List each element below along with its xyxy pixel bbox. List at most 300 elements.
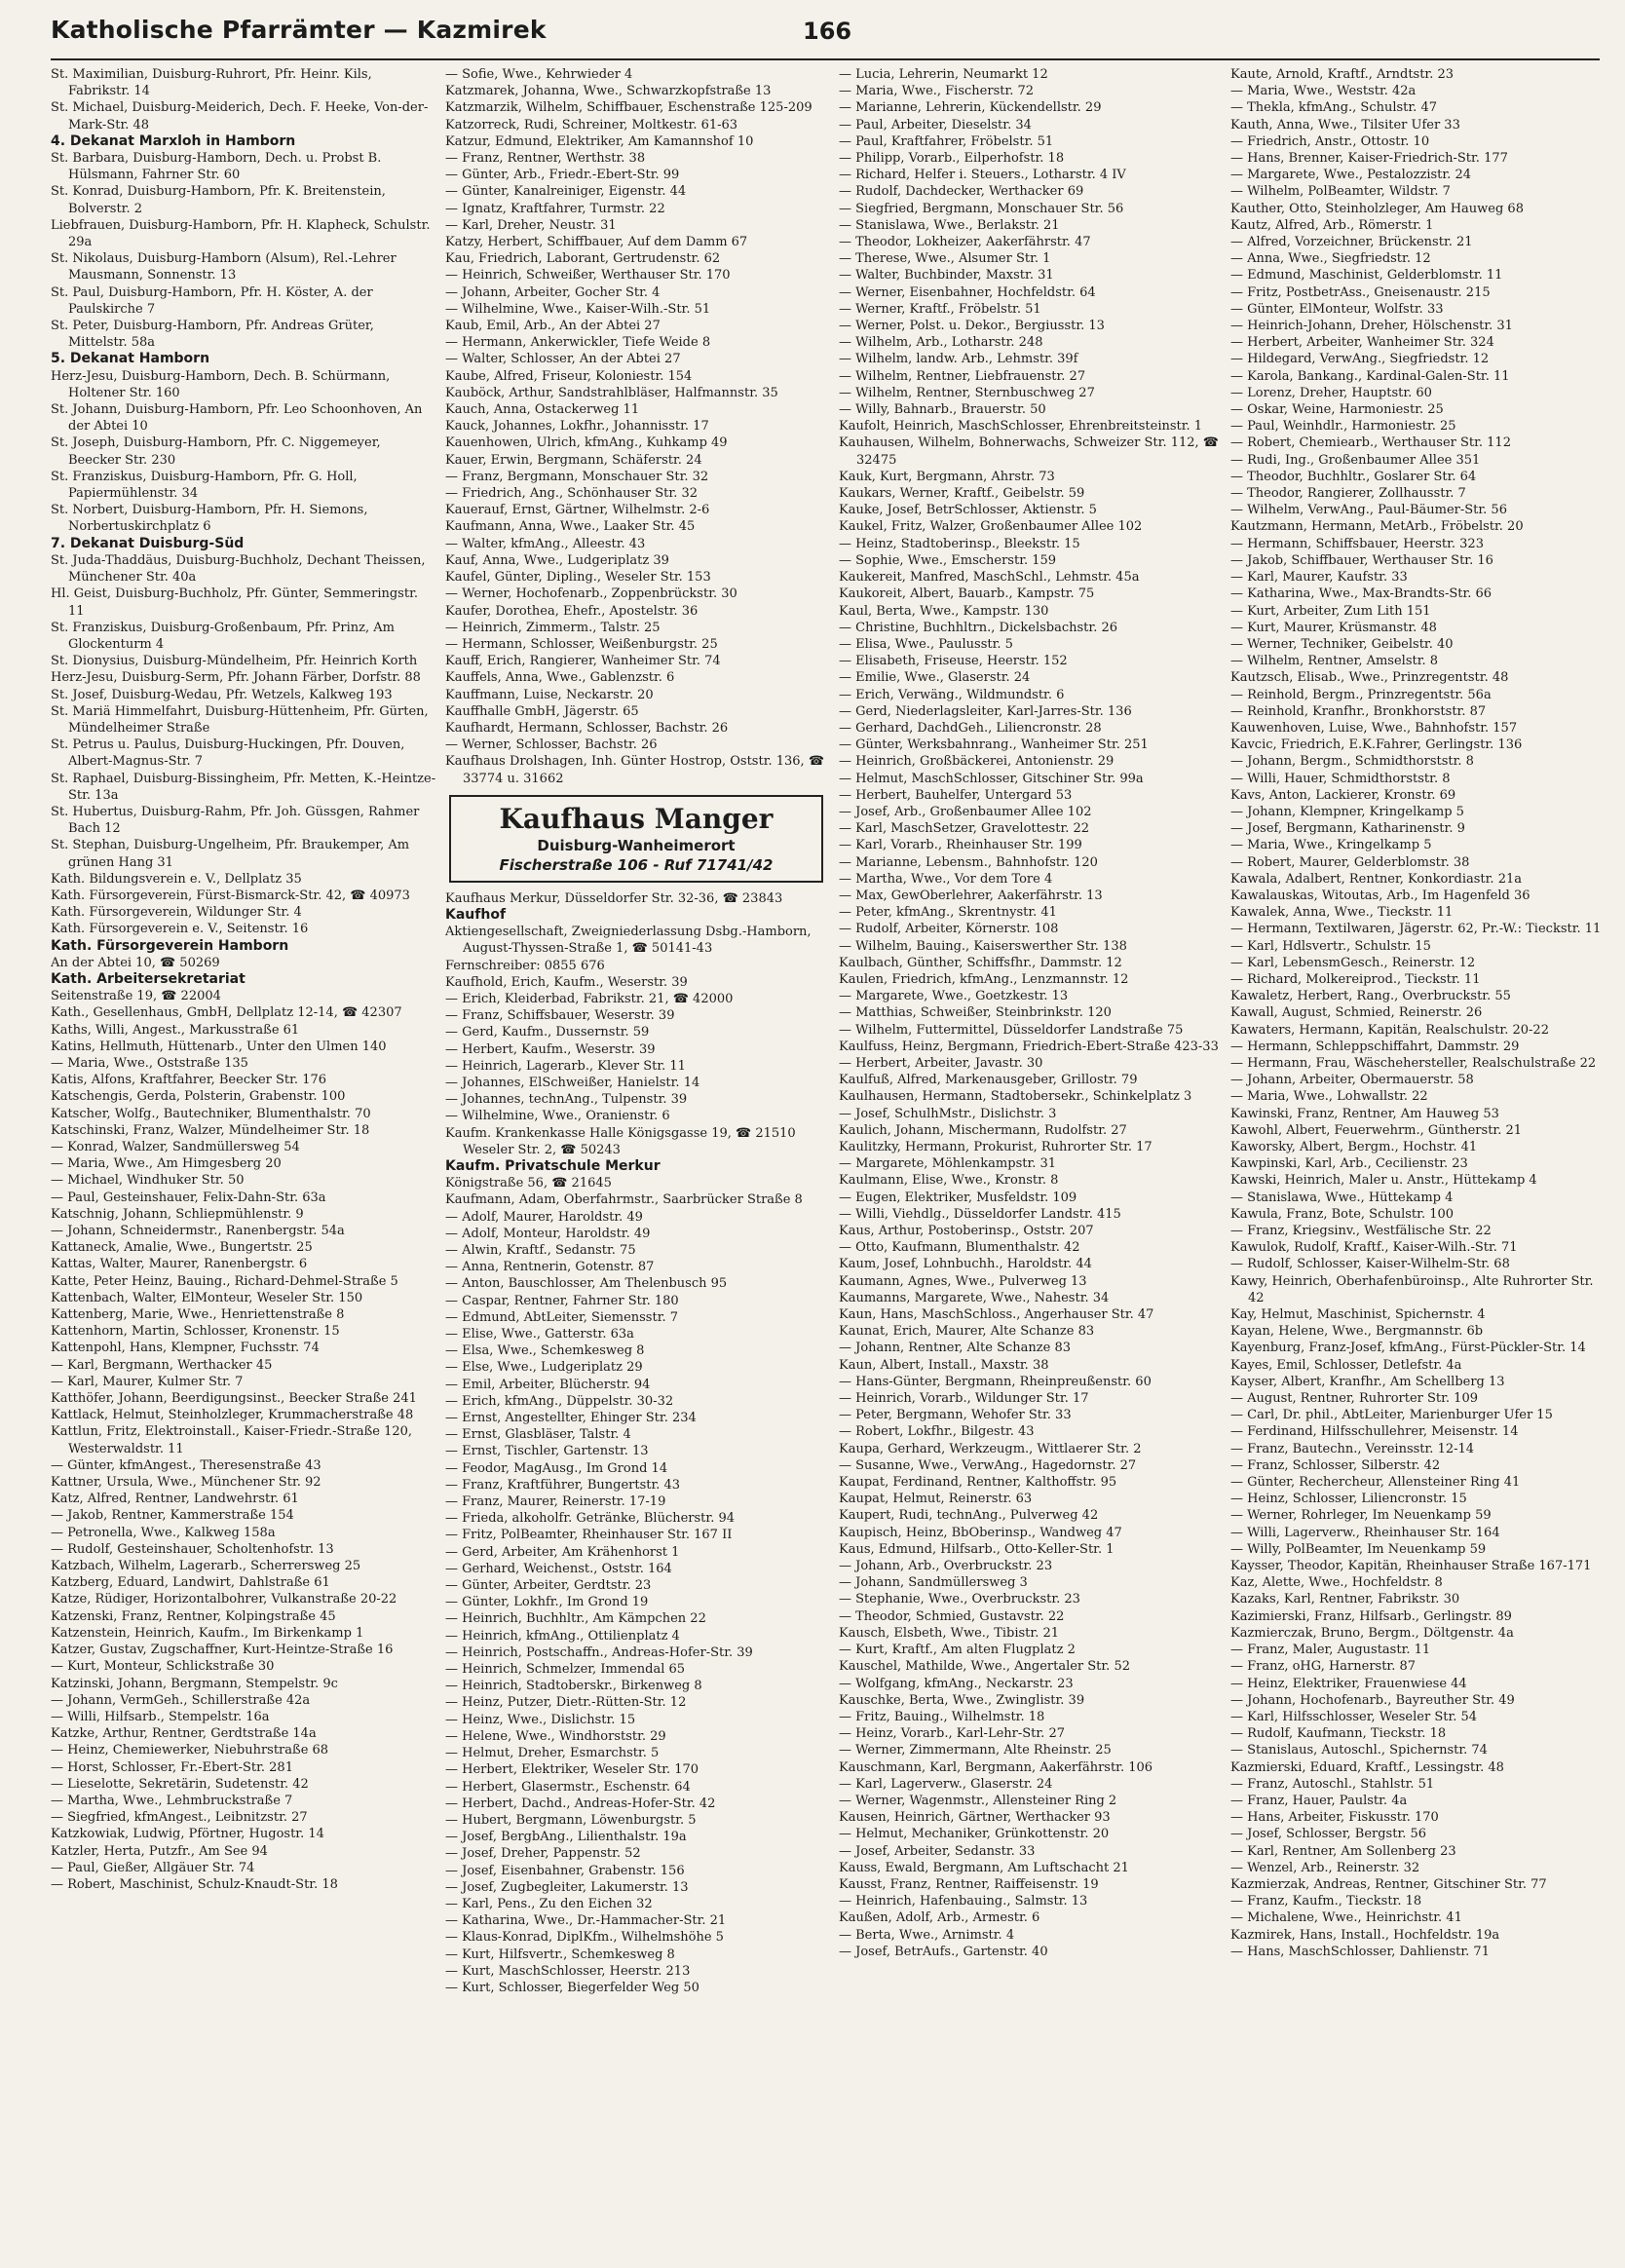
directory-entry: Kawalek, Anna, Wwe., Tieckstr. 11 — [1230, 905, 1454, 921]
directory-entry: — Franz, Schiffsbauer, Weserstr. 39 — [445, 1008, 675, 1024]
directory-entry: — Josef, BergbAng., Lilienthalstr. 19a — [445, 1830, 687, 1845]
directory-entry: — Josef, SchulhMstr., Dislichstr. 3 — [839, 1106, 1057, 1121]
section-heading: 7. Dekanat Duisburg-Süd — [51, 535, 245, 551]
directory-entry: — Rudolf, Gesteinshauer, Scholtenhofstr. 13 — [51, 1541, 334, 1557]
directory-entry: — Günter, Arb., Friedr.-Ebert-Str. 99 — [445, 168, 680, 183]
directory-entry: — Reinhold, Kranfhr., Bronkhorststr. 87 — [1230, 703, 1487, 719]
directory-entry: — Heinrich, Schmelzer, Immendal 65 — [445, 1662, 686, 1678]
directory-entry: — Erich, kfmAng., Düppelstr. 30-32 — [445, 1393, 674, 1409]
directory-entry: Herz-Jesu, Duisburg-Hamborn, Dech. B. Schürmann, Holtener Str. 160 — [51, 368, 391, 400]
directory-entry: — Hubert, Bergmann, Löwenburgstr. 5 — [445, 1812, 697, 1828]
directory-entry: — Karl, Maurer, Kulmer Str. 7 — [51, 1374, 244, 1389]
directory-entry: — Ignatz, Kraftfahrer, Turmstr. 22 — [445, 201, 665, 216]
directory-entry: — Adolf, Monteur, Haroldstr. 49 — [445, 1226, 651, 1241]
directory-entry: — Wilhelm, Futtermittel, Düsseldorfer Landstraße 75 — [839, 1022, 1184, 1038]
directory-entry: — Feodor, MagAusg., Im Grond 14 — [445, 1460, 668, 1476]
directory-entry: St. Franziskus, Duisburg-Hamborn, Pfr. G. Holl, Papiermühlenstr. 34 — [51, 469, 358, 502]
directory-entry: St. Barbara, Duisburg-Hamborn, Dech. u. Probst B. Hülsmann, Fahrner Str. 60 — [51, 151, 382, 183]
directory-entry: Kauhausen, Wilhelm, Bohnerwachs, Schweizer Str. 112, ☎ 32475 — [839, 435, 1219, 468]
directory-entry: — Fritz, PolBeamter, Rheinhauser Str. 167 II — [445, 1528, 733, 1543]
directory-entry: — Rudolf, Dachdecker, Werthacker 69 — [839, 184, 1084, 200]
directory-entry: Kaz, Alette, Wwe., Hochfeldstr. 8 — [1230, 1575, 1443, 1591]
directory-entry: Katzur, Edmund, Elektriker, Am Kamannshof 10 — [445, 133, 754, 149]
directory-entry: — Matthias, Schweißer, Steinbrinkstr. 120 — [839, 1005, 1112, 1021]
directory-entry: Kawalauskas, Witoutas, Arb., Im Hagenfeld 36 — [1230, 888, 1531, 903]
directory-entry: — Willi, Lagerverw., Rheinhauser Str. 164 — [1230, 1525, 1500, 1540]
page-number: 166 — [803, 18, 852, 45]
directory-entry: St. Petrus u. Paulus, Duisburg-Huckingen, Pfr. Douven, Albert-Magnus-Str. 7 — [51, 737, 405, 770]
directory-entry: — Heinrich, Stadtoberskr., Birkenweg 8 — [445, 1679, 702, 1694]
directory-entry: Hl. Geist, Duisburg-Buchholz, Pfr. Günter, Semmeringstr. 11 — [51, 586, 418, 619]
directory-entry: Kaulen, Friedrich, kfmAng., Lenzmannstr. 12 — [839, 971, 1129, 987]
directory-entry: Kayenburg, Franz-Josef, kfmAng., Fürst-Pückler-Str. 14 — [1230, 1341, 1586, 1356]
directory-entry: — Jakob, Schiffbauer, Werthauser Str. 16 — [1230, 552, 1493, 568]
directory-entry: — Helmut, MaschSchlosser, Gitschiner Str. 99a — [839, 771, 1144, 786]
directory-entry: — Helmut, Mechaniker, Grünkottenstr. 20 — [839, 1827, 1110, 1842]
directory-entry: St. Maximilian, Duisburg-Ruhrort, Pfr. Heinr. Kils, Fabrikstr. 14 — [51, 67, 372, 99]
directory-entry: Kaulfuss, Heinz, Bergmann, Friedrich-Ebert-Straße 423-33 — [839, 1039, 1219, 1054]
directory-entry: — Michalene, Wwe., Heinrichstr. 41 — [1230, 1910, 1462, 1926]
directory-entry: Kauffhalle GmbH, Jägerstr. 65 — [445, 703, 639, 719]
directory-entry: Kattlack, Helmut, Steinholzleger, Krummacherstraße 48 — [51, 1408, 414, 1423]
directory-entry: — Hans-Günter, Bergmann, Rheinpreußenstr. 60 — [839, 1374, 1152, 1389]
directory-entry: — Werner, Techniker, Geibelstr. 40 — [1230, 636, 1454, 652]
directory-entry: Kausen, Heinrich, Gärtner, Werthacker 93 — [839, 1810, 1111, 1826]
directory-entry: — Paul, Gießer, Allgäuer Str. 74 — [51, 1860, 255, 1875]
directory-entry: Kau, Friedrich, Laborant, Gertrudenstr. 62 — [445, 251, 721, 267]
directory-entry: — Katharina, Wwe., Max-Brandts-Str. 66 — [1230, 586, 1493, 602]
directory-entry: Kaub, Emil, Arb., An der Abtei 27 — [445, 319, 661, 334]
directory-entry: Kattenhorn, Martin, Schlosser, Kronenstr. 15 — [51, 1324, 340, 1340]
directory-entry: Kawy, Heinrich, Oberhafenbüroinsp., Alte Ruhrorter Str. 42 — [1230, 1273, 1594, 1305]
directory-entry: Kaute, Arnold, Kraftf., Arndtstr. 23 — [1230, 67, 1455, 82]
directory-entry: — Friedrich, Ang., Schönhauser Str. 32 — [445, 486, 698, 502]
directory-entry: — Heinrich, Schweißer, Werthauser Str. 170 — [445, 268, 731, 284]
directory-entry: — Siegfried, Bergmann, Monschauer Str. 56 — [839, 201, 1124, 216]
directory-entry: Kauenhowen, Ulrich, kfmAng., Kuhkamp 49 — [445, 435, 728, 451]
directory-entry: — Johann, Arbeiter, Gocher Str. 4 — [445, 284, 661, 300]
directory-entry: Katzberg, Eduard, Landwirt, Dahlstraße 61 — [51, 1575, 330, 1591]
directory-entry: Kaths, Willi, Angest., Markusstraße 61 — [51, 1022, 300, 1038]
directory-entry: Katthöfer, Johann, Beerdigungsinst., Beecker Straße 241 — [51, 1391, 417, 1407]
directory-entry: Kazmierski, Eduard, Kraftf., Lessingstr. 48 — [1230, 1759, 1504, 1775]
directory-entry: — Josef, Dreher, Pappenstr. 52 — [445, 1846, 641, 1862]
directory-entry: — Herbert, Glasermstr., Eschenstr. 64 — [445, 1779, 691, 1795]
directory-entry: Kattaneck, Amalie, Wwe., Bungertstr. 25 — [51, 1240, 313, 1256]
directory-entry: — Elisabeth, Friseuse, Heerstr. 152 — [839, 654, 1068, 669]
directory-entry: Kautz, Alfred, Arb., Römerstr. 1 — [1230, 217, 1434, 233]
directory-entry: An der Abtei 10, ☎ 50269 — [51, 955, 220, 970]
directory-entry: — Werner, Rohrleger, Im Neuenkamp 59 — [1230, 1508, 1492, 1524]
directory-entry: Kaupert, Rudi, technAng., Pulverweg 42 — [839, 1508, 1099, 1524]
directory-entry: Kattlun, Fritz, Elektroinstall., Kaiser-Friedr.-Straße 120, Westerwaldstr. 11 — [51, 1424, 413, 1456]
directory-entry: Kaufmann, Adam, Oberfahrmstr., Saarbrücker Straße 8 — [445, 1192, 803, 1208]
directory-entry: St. Konrad, Duisburg-Hamborn, Pfr. K. Breitenstein, Bolverstr. 2 — [51, 184, 386, 216]
directory-entry: — Wilhelmine, Wwe., Oranienstr. 6 — [445, 1109, 670, 1124]
directory-entry: — Elisa, Wwe., Paulusstr. 5 — [839, 636, 1013, 652]
directory-entry: — Siegfried, kfmAngest., Leibnitzstr. 27 — [51, 1810, 308, 1826]
directory-entry: Kawaletz, Herbert, Rang., Overbruckstr. 55 — [1230, 989, 1511, 1004]
directory-entry: — Heinz, Vorarb., Karl-Lehr-Str. 27 — [839, 1726, 1065, 1742]
directory-entry: — Heinrich, Zimmerm., Talstr. 25 — [445, 620, 661, 635]
directory-entry: — Heinz, Elektriker, Frauenwiese 44 — [1230, 1676, 1467, 1691]
directory-entry: Katz, Alfred, Rentner, Landwehrstr. 61 — [51, 1492, 299, 1507]
directory-entry: Katzke, Arthur, Rentner, Gerdtstraße 14a — [51, 1726, 317, 1742]
section-heading: Kaufhof — [445, 906, 507, 923]
directory-entry: Kauerauf, Ernst, Gärtner, Wilhelmstr. 2-6 — [445, 503, 710, 518]
column-4 — [1230, 66, 1605, 2258]
directory-entry: Kauk, Kurt, Bergmann, Ahrstr. 73 — [839, 469, 1055, 484]
directory-entry: — Heinz, Chemiewerker, Niebuhrstraße 68 — [51, 1743, 329, 1758]
directory-entry: Kausch, Elsbeth, Wwe., Tibistr. 21 — [839, 1625, 1059, 1641]
directory-entry: — Wilhelm, Rentner, Sternbuschweg 27 — [839, 385, 1095, 400]
directory-entry: — Franz, Rentner, Werthstr. 38 — [445, 151, 646, 167]
directory-entry: — Franz, Maurer, Reinerstr. 17-19 — [445, 1494, 666, 1510]
directory-entry: — Hermann, Ankerwickler, Tiefe Weide 8 — [445, 335, 711, 351]
directory-entry: Kauschmann, Karl, Bergmann, Aakerfährstr. 106 — [839, 1759, 1153, 1775]
directory-entry: — Heinz, Schlosser, Liliencronstr. 15 — [1230, 1492, 1467, 1507]
directory-entry: — Paul, Kraftfahrer, Fröbelstr. 51 — [839, 133, 1054, 149]
directory-entry: — Theodor, Lokheizer, Aakerfährstr. 47 — [839, 235, 1091, 250]
directory-entry: St. Raphael, Duisburg-Bissingheim, Pfr. Metten, K.-Heintze-Str. 13a — [51, 771, 436, 803]
directory-entry: Katschengis, Gerda, Polsterin, Grabenstr. 100 — [51, 1089, 346, 1105]
directory-entry: Kauck, Johannes, Lokfhr., Johannisstr. 17 — [445, 419, 709, 435]
directory-entry: — Heinz, Putzer, Dietr.-Rütten-Str. 12 — [445, 1695, 687, 1711]
directory-entry: — Johann, Arbeiter, Obermauerstr. 58 — [1230, 1073, 1474, 1088]
directory-entry: Kazmierczak, Bruno, Bergm., Döltgenstr. 4a — [1230, 1625, 1514, 1641]
directory-entry: — Anna, Wwe., Siegfriedstr. 12 — [1230, 251, 1431, 267]
directory-entry: St. Josef, Duisburg-Wedau, Pfr. Wetzels, Kalkweg 193 — [51, 687, 393, 702]
directory-entry: — Fritz, PostbetrAss., Gneisenaustr. 215 — [1230, 284, 1491, 300]
directory-entry: — Karl, Pens., Zu den Eichen 32 — [445, 1896, 653, 1911]
directory-entry: — Willy, Bahnarb., Brauerstr. 50 — [839, 402, 1046, 418]
directory-entry: — Josef, Zugbegleiter, Lakumerstr. 13 — [445, 1879, 689, 1895]
directory-entry: Katis, Alfons, Kraftfahrer, Beecker Str. 176 — [51, 1073, 327, 1088]
directory-entry: — Marianne, Lebensm., Bahnhofstr. 120 — [839, 854, 1098, 870]
directory-entry: — Heinrich, Großbäckerei, Antonienstr. 29 — [839, 754, 1115, 770]
directory-entry: Kawski, Heinrich, Maler u. Anstr., Hüttekamp 4 — [1230, 1173, 1537, 1189]
directory-entry: — Karl, Maurer, Kaufstr. 33 — [1230, 570, 1408, 586]
ad-address: Fischerstraße 106 - Ruf 71741/42 — [499, 855, 774, 874]
directory-entry: St. Franziskus, Duisburg-Großenbaum, Pfr. Prinz, Am Glockenturm 4 — [51, 620, 396, 652]
directory-entry: — Stephanie, Wwe., Overbruckstr. 23 — [839, 1592, 1080, 1607]
directory-entry: — Heinrich, Lagerarb., Klever Str. 11 — [445, 1058, 686, 1074]
directory-entry: — Kurt, Arbeiter, Zum Lith 151 — [1230, 603, 1431, 619]
directory-entry: Kauböck, Arthur, Sandstrahlbläser, Halfmannstr. 35 — [445, 385, 778, 400]
directory-entry: Herz-Jesu, Duisburg-Serm, Pfr. Johann Färber, Dorfstr. 88 — [51, 670, 421, 686]
directory-entry: Kazmirek, Hans, Install., Hochfeldstr. 19a — [1230, 1927, 1500, 1943]
directory-entry: — Paul, Arbeiter, Dieselstr. 34 — [839, 117, 1032, 132]
directory-entry: Kaulitzky, Hermann, Prokurist, Ruhrorter Str. 17 — [839, 1140, 1153, 1154]
directory-entry: — Kurt, Monteur, Schlickstraße 30 — [51, 1659, 275, 1675]
directory-entry: — Herbert, Arbeiter, Wanheimer Str. 324 — [1230, 335, 1494, 351]
directory-entry: Kaysser, Theodor, Kapitän, Rheinhauser Straße 167-171 — [1230, 1559, 1592, 1574]
directory-entry: — Wolfgang, kfmAng., Neckarstr. 23 — [839, 1676, 1074, 1691]
directory-entry: Fernschreiber: 0855 676 — [445, 958, 605, 973]
directory-entry: St. Mariä Himmelfahrt, Duisburg-Hüttenheim, Pfr. Gürten, Mündelheimer Straße — [51, 703, 429, 736]
directory-entry: — Hermann, Frau, Wäschehersteller, Realschulstraße 22 — [1230, 1055, 1597, 1071]
directory-entry: — Robert, Maschinist, Schulz-Knaudt-Str. 18 — [51, 1876, 338, 1892]
directory-entry: — Heinrich, Vorarb., Wildunger Str. 17 — [839, 1391, 1089, 1407]
section-heading: Kaufm. Privatschule Merkur — [445, 1157, 661, 1174]
directory-entry: Kaun, Albert, Install., Maxstr. 38 — [839, 1357, 1049, 1373]
directory-entry: — Kurt, MaschSchlosser, Heerstr. 213 — [445, 1963, 691, 1979]
directory-entry: Kautzmann, Hermann, MetArb., Fröbelstr. 20 — [1230, 519, 1524, 535]
directory-entry: — Heinz, Wwe., Dislichstr. 15 — [445, 1712, 636, 1727]
directory-entry: Kaupa, Gerhard, Werkzeugm., Wittlaerer Str. 2 — [839, 1441, 1142, 1456]
directory-entry: — Heinrich, kfmAng., Ottilienplatz 4 — [445, 1628, 680, 1644]
directory-entry: Kauf, Anna, Wwe., Ludgeriplatz 39 — [445, 552, 669, 568]
directory-entry: Katzbach, Wilhelm, Lagerarb., Scherrersweg 25 — [51, 1559, 361, 1574]
directory-entry: Kaunat, Erich, Maurer, Alte Schanze 83 — [839, 1324, 1095, 1340]
directory-entry: — Helmut, Dreher, Esmarchstr. 5 — [445, 1746, 660, 1761]
directory-entry: — Theodor, Rangierer, Zollhausstr. 7 — [1230, 486, 1466, 502]
directory-entry: — Josef, Arb., Großenbaumer Allee 102 — [839, 804, 1092, 819]
directory-entry: — Margarete, Wwe., Pestalozzistr. 24 — [1230, 168, 1471, 183]
directory-entry: — Erich, Kleiderbad, Fabrikstr. 21, ☎ 42000 — [445, 991, 734, 1006]
directory-entry: — Johann, Bergm., Schmidthorststr. 8 — [1230, 754, 1474, 770]
directory-entry: Kaußen, Adolf, Arb., Armestr. 6 — [839, 1910, 1040, 1926]
directory-entry: — Werner, Polst. u. Dekor., Bergiusstr. 13 — [839, 319, 1105, 334]
directory-entry: Kaulich, Johann, Mischermann, Rudolfstr. 27 — [839, 1122, 1127, 1138]
directory-entry: — Margarete, Wwe., Goetzkestr. 13 — [839, 989, 1069, 1004]
directory-entry: — Karl, Hilfsschlosser, Weseler Str. 54 — [1230, 1709, 1478, 1724]
directory-entry: Kawpinski, Karl, Arb., Cecilienstr. 23 — [1230, 1156, 1468, 1172]
directory-entry: — Wilhelm, Bauing., Kaiserswerther Str. 138 — [839, 938, 1127, 954]
directory-entry: Kaukoreit, Albert, Bauarb., Kampstr. 75 — [839, 586, 1095, 602]
directory-entry: Kaufel, Günter, Dipling., Weseler Str. 153 — [445, 570, 711, 586]
directory-entry: — Willi, Hilfsarb., Stempelstr. 16a — [51, 1709, 270, 1724]
directory-entry: Liebfrauen, Duisburg-Hamborn, Pfr. H. Klapheck, Schulstr. 29a — [51, 217, 431, 250]
directory-entry: — Maria, Wwe., Lohwallstr. 22 — [1230, 1089, 1428, 1105]
directory-entry: Kattenberg, Marie, Wwe., Henriettenstraße 8 — [51, 1307, 345, 1323]
directory-entry: Katzmarzik, Wilhelm, Schiffbauer, Eschenstraße 125-209 — [445, 100, 812, 116]
directory-entry: Kaumanns, Margarete, Wwe., Nahestr. 34 — [839, 1290, 1110, 1305]
directory-entry: — Susanne, Wwe., VerwAng., Hagedornstr. 27 — [839, 1457, 1137, 1473]
directory-entry: Kavs, Anton, Lackierer, Kronstr. 69 — [1230, 787, 1456, 803]
directory-entry: — Elsa, Wwe., Schemkesweg 8 — [445, 1343, 645, 1359]
directory-entry: — Lucia, Lehrerin, Neumarkt 12 — [839, 67, 1048, 82]
directory-entry: — Karl, Vorarb., Rheinhauser Str. 199 — [839, 838, 1082, 853]
directory-entry: — Stanislawa, Wwe., Berlakstr. 21 — [839, 217, 1060, 233]
directory-entry: — Marianne, Lehrerin, Kückendellstr. 29 — [839, 100, 1102, 116]
directory-entry: — Heinz, Stadtoberinsp., Bleekstr. 15 — [839, 536, 1080, 551]
directory-entry: Kaufhold, Erich, Kaufm., Weserstr. 39 — [445, 974, 688, 990]
directory-entry: — Walter, Schlosser, An der Abtei 27 — [445, 352, 681, 367]
directory-entry: — Stanislawa, Wwe., Hüttekamp 4 — [1230, 1190, 1454, 1205]
directory-entry: Kazaks, Karl, Rentner, Fabrikstr. 30 — [1230, 1592, 1460, 1607]
directory-entry: — Werner, Zimmermann, Alte Rheinstr. 25 — [839, 1743, 1112, 1758]
directory-entry: — Wilhelm, PolBeamter, Wildstr. 7 — [1230, 184, 1451, 200]
directory-entry: — Günter, Kanalreiniger, Eigenstr. 44 — [445, 184, 687, 200]
directory-entry: — Martha, Wwe., Lehmbruckstraße 7 — [51, 1793, 293, 1808]
directory-entry: Kattenbach, Walter, ElMonteur, Weseler Str. 150 — [51, 1290, 363, 1305]
directory-entry: — Hans, Arbeiter, Fiskusstr. 170 — [1230, 1810, 1439, 1826]
directory-entry: St. Joseph, Duisburg-Hamborn, Pfr. C. Niggemeyer, Beecker Str. 230 — [51, 435, 381, 468]
directory-entry: Kawaters, Hermann, Kapitän, Realschulstr. 20-22 — [1230, 1022, 1549, 1038]
directory-entry: Kavcic, Friedrich, E.K.Fahrer, Gerlingstr. 136 — [1230, 737, 1523, 753]
directory-entry: — Maria, Wwe., Weststr. 42a — [1230, 84, 1417, 99]
directory-entry: Kaum, Josef, Lohnbuchh., Haroldstr. 44 — [839, 1257, 1092, 1272]
directory-entry: — Alwin, Kraftf., Sedanstr. 75 — [445, 1243, 636, 1258]
directory-entry: — Hildegard, VerwAng., Siegfriedstr. 12 — [1230, 352, 1490, 367]
directory-entry: — Kurt, Schlosser, Biegerfelder Weg 50 — [445, 1980, 699, 1995]
directory-entry: — Emilie, Wwe., Glaserstr. 24 — [839, 670, 1031, 686]
directory-entry: — Emil, Arbeiter, Blücherstr. 94 — [445, 1377, 651, 1392]
directory-entry: — Ernst, Angestellter, Ehinger Str. 234 — [445, 1411, 697, 1426]
directory-entry: — Gerd, Kaufm., Dussernstr. 59 — [445, 1025, 650, 1040]
directory-entry: — Anton, Bauschlosser, Am Thelenbusch 95 — [445, 1276, 728, 1292]
ad-title: Kaufhaus Manger — [499, 802, 774, 835]
directory-entry: Kaus, Edmund, Hilfsarb., Otto-Keller-Str. 1 — [839, 1541, 1115, 1557]
directory-entry: Kattner, Ursula, Wwe., Münchener Str. 92 — [51, 1475, 321, 1491]
directory-entry: Kaufolt, Heinrich, MaschSchlosser, Ehrenbreitsteinstr. 1 — [839, 419, 1203, 435]
directory-entry: Kawinski, Franz, Rentner, Am Hauweg 53 — [1230, 1106, 1499, 1121]
directory-entry: — Martha, Wwe., Vor dem Tore 4 — [839, 871, 1053, 887]
directory-entry: — Günter, Rechercheur, Allensteiner Ring 41 — [1230, 1475, 1521, 1491]
directory-entry: — Hermann, Textilwaren, Jägerstr. 62, Pr.-W.: Tieckstr. 11 — [1230, 922, 1602, 937]
directory-entry: — Katharina, Wwe., Dr.-Hammacher-Str. 21 — [445, 1913, 727, 1929]
column-3 — [839, 66, 1223, 2258]
directory-entry: — Walter, kfmAng., Alleestr. 43 — [445, 536, 646, 551]
directory-entry: Katze, Rüdiger, Horizontalbohrer, Vulkanstraße 20-22 — [51, 1592, 397, 1607]
directory-entry: — Karl, MaschSetzer, Gravelottestr. 22 — [839, 821, 1090, 837]
directory-entry: — Franz, Autoschl., Stahlstr. 51 — [1230, 1776, 1435, 1792]
directory-entry: — Franz, Kraftführer, Bungertstr. 43 — [445, 1477, 681, 1493]
directory-entry: Kauffels, Anna, Wwe., Gablenzstr. 6 — [445, 670, 675, 686]
directory-entry: — Horst, Schlosser, Fr.-Ebert-Str. 281 — [51, 1759, 293, 1775]
directory-entry: — Karl, Bergmann, Werthacker 45 — [51, 1357, 273, 1373]
directory-entry: — Peter, kfmAng., Skrentnystr. 41 — [839, 905, 1057, 921]
directory-entry: — Walter, Buchbinder, Maxstr. 31 — [839, 268, 1054, 284]
directory-entry: — Reinhold, Bergm., Prinzregentstr. 56a — [1230, 687, 1492, 702]
directory-entry: — Maria, Wwe., Fischerstr. 72 — [839, 84, 1035, 99]
directory-entry: — Rudolf, Arbeiter, Körnerstr. 108 — [839, 922, 1059, 937]
directory-entry: Kauth, Anna, Wwe., Tilsiter Ufer 33 — [1230, 117, 1460, 132]
directory-entry: — Robert, Chemiearb., Werthauser Str. 112 — [1230, 435, 1511, 451]
directory-entry: Kaufm. Krankenkasse Halle Königsgasse 19, ☎ 21510 Weseler Str. 2, ☎ 50243 — [445, 1125, 796, 1157]
directory-entry: — Maria, Wwe., Am Himgesberg 20 — [51, 1156, 282, 1172]
directory-entry: Kawala, Adalbert, Rentner, Konkordiastr. 21a — [1230, 871, 1522, 887]
directory-entry: Kawulok, Rudolf, Kraftf., Kaiser-Wilh.-Str. 71 — [1230, 1240, 1518, 1256]
directory-entry: — Philipp, Vorarb., Eilperhofstr. 18 — [839, 151, 1065, 167]
directory-entry: — Caspar, Rentner, Fahrner Str. 180 — [445, 1293, 679, 1308]
directory-entry: Kauer, Erwin, Bergmann, Schäferstr. 24 — [445, 452, 702, 468]
directory-entry: — Klaus-Konrad, DiplKfm., Wilhelmshöhe 5 — [445, 1930, 724, 1946]
directory-entry: Katzenstein, Heinrich, Kaufm., Im Birkenkamp 1 — [51, 1625, 364, 1641]
directory-entry: — Hans, MaschSchlosser, Dahlienstr. 71 — [1230, 1944, 1490, 1959]
directory-entry: — Stanislaus, Autoschl., Spichernstr. 74 — [1230, 1743, 1488, 1758]
directory-entry: — Josef, Bergmann, Katharinenstr. 9 — [1230, 821, 1465, 837]
directory-entry: — Kurt, Kraftf., Am alten Flugplatz 2 — [839, 1643, 1076, 1658]
directory-entry: Kay, Helmut, Maschinist, Spichernstr. 4 — [1230, 1307, 1486, 1323]
directory-entry: — Lieselotte, Sekretärin, Sudetenstr. 42 — [51, 1776, 309, 1792]
directory-entry: Kayser, Albert, Kranfhr., Am Schellberg 13 — [1230, 1374, 1505, 1389]
directory-entry: — Heinrich-Johann, Dreher, Hölschenstr. 31 — [1230, 319, 1513, 334]
directory-entry: — Robert, Maurer, Gelderblomstr. 38 — [1230, 854, 1470, 870]
directory-entry: — Johann, Sandmüllersweg 3 — [839, 1575, 1028, 1591]
directory-entry: — Maria, Wwe., Kringelkamp 5 — [1230, 838, 1432, 853]
directory-entry: — Peter, Bergmann, Wehofer Str. 33 — [839, 1408, 1072, 1423]
directory-entry: — Willy, PolBeamter, Im Neuenkamp 59 — [1230, 1541, 1487, 1557]
directory-entry: — Herbert, Dachd., Andreas-Hofer-Str. 42 — [445, 1796, 716, 1811]
directory-entry: — Johann, Rentner, Alte Schanze 83 — [839, 1341, 1071, 1356]
directory-entry: Katzer, Gustav, Zugschaffner, Kurt-Heintze-Straße 16 — [51, 1643, 394, 1658]
directory-entry: — Frieda, alkoholfr. Getränke, Blücherstr. 94 — [445, 1511, 735, 1527]
directory-entry: Kaukars, Werner, Kraftf., Geibelstr. 59 — [839, 486, 1085, 502]
directory-entry: — Ernst, Glasbläser, Talstr. 4 — [445, 1427, 631, 1443]
directory-entry: — Gerd, Niederlagsleiter, Karl-Jarres-Str. 136 — [839, 703, 1132, 719]
advertisement-box — [449, 795, 823, 883]
directory-entry: — Friedrich, Anstr., Ottostr. 10 — [1230, 133, 1430, 149]
directory-entry: Kaulmann, Elise, Wwe., Kronstr. 8 — [839, 1173, 1059, 1189]
directory-entry: — Werner, Kraftf., Fröbelstr. 51 — [839, 301, 1041, 317]
directory-entry: — Rudi, Ing., Großenbaumer Allee 351 — [1230, 452, 1481, 468]
directory-entry: Kawohl, Albert, Feuerwehrm., Güntherstr. 21 — [1230, 1122, 1523, 1138]
directory-entry: Kaufer, Dorothea, Ehefr., Apostelstr. 36 — [445, 603, 699, 619]
directory-entry: Kath. Fürsorgeverein e. V., Seitenstr. 16 — [51, 922, 309, 937]
directory-entry: Katins, Hellmuth, Hüttenarb., Unter den Ulmen 140 — [51, 1039, 387, 1054]
directory-entry: — Paul, Weinhdlr., Harmoniestr. 25 — [1230, 419, 1456, 435]
directory-entry: — Johannes, ElSchweißer, Hanielstr. 14 — [445, 1075, 700, 1090]
directory-entry: St. Norbert, Duisburg-Hamborn, Pfr. H. Siemons, Norbertuskirchplatz 6 — [51, 503, 368, 535]
directory-entry: Kauther, Otto, Steinholzleger, Am Hauweg 68 — [1230, 201, 1524, 216]
directory-entry: Kaufhaus Merkur, Düsseldorfer Str. 32-36, ☎ 23843 — [445, 890, 783, 906]
directory-entry: — Hans, Brenner, Kaiser-Friedrich-Str. 177 — [1230, 151, 1508, 167]
directory-entry: — Wilhelm, Rentner, Amselstr. 8 — [1230, 654, 1439, 669]
directory-entry: — Josef, Arbeiter, Sedanstr. 33 — [839, 1843, 1036, 1859]
directory-entry: — Franz, oHG, Harnerstr. 87 — [1230, 1659, 1417, 1675]
directory-entry: — Oskar, Weine, Harmoniestr. 25 — [1230, 402, 1444, 418]
directory-entry: — Alfred, Vorzeichner, Brückenstr. 21 — [1230, 235, 1473, 250]
directory-entry: Kaworsky, Albert, Bergm., Hochstr. 41 — [1230, 1140, 1478, 1154]
directory-entry: — Franz, Kaufm., Tieckstr. 18 — [1230, 1894, 1422, 1909]
directory-entry: — Wilhelm, VerwAng., Paul-Bäumer-Str. 56 — [1230, 503, 1507, 518]
directory-entry: — Johann, Klempner, Kringelkamp 5 — [1230, 804, 1464, 819]
directory-entry: — Johannes, technAng., Tulpenstr. 39 — [445, 1092, 688, 1108]
directory-entry: — Günter, ElMonteur, Wolfstr. 33 — [1230, 301, 1444, 317]
directory-entry: — Johann, VermGeh., Schillerstraße 42a — [51, 1692, 311, 1708]
directory-entry: Kaumann, Agnes, Wwe., Pulverweg 13 — [839, 1273, 1087, 1289]
directory-entry: — Kurt, Hilfsvertr., Schemkesweg 8 — [445, 1947, 675, 1962]
directory-entry: Kauke, Josef, BetrSchlosser, Aktienstr. 5 — [839, 503, 1097, 518]
directory-entry: Kaukereit, Manfred, MaschSchl., Lehmstr. 45a — [839, 570, 1140, 586]
directory-entry: — Petronella, Wwe., Kalkweg 158a — [51, 1525, 276, 1540]
directory-entry: Seitenstraße 19, ☎ 22004 — [51, 989, 221, 1004]
directory-entry: Kauwenhoven, Luise, Wwe., Bahnhofstr. 157 — [1230, 720, 1518, 736]
directory-entry: — Gerhard, DachdGeh., Liliencronstr. 28 — [839, 720, 1102, 736]
directory-entry: Katzenski, Franz, Rentner, Kolpingstraße 45 — [51, 1608, 336, 1624]
directory-entry: Kauch, Anna, Ostackerweg 11 — [445, 402, 640, 418]
directory-entry: — Werner, Wagenmstr., Allensteiner Ring 2 — [839, 1793, 1117, 1808]
directory-entry: — Therese, Wwe., Alsumer Str. 1 — [839, 251, 1051, 267]
directory-entry: Aktiengesellschaft, Zweigniederlassung Dsbg.-Hamborn, August-Thyssen-Straße 1, ☎ 50141-43 — [445, 925, 812, 957]
directory-entry: — Gerhard, Weichenst., Oststr. 164 — [445, 1561, 672, 1576]
directory-entry: — Franz, Maler, Augustastr. 11 — [1230, 1643, 1431, 1658]
directory-entry: — Edmund, AbtLeiter, Siemensstr. 7 — [445, 1309, 679, 1325]
directory-entry: Kaube, Alfred, Friseur, Koloniestr. 154 — [445, 368, 693, 384]
directory-entry: Kaufhaus Drolshagen, Inh. Günter Hostrop, Oststr. 136, ☎ 33774 u. 31662 — [445, 754, 825, 786]
directory-entry: Kaul, Berta, Wwe., Kampstr. 130 — [839, 603, 1049, 619]
directory-entry: — Rudolf, Kaufmann, Tieckstr. 18 — [1230, 1726, 1447, 1742]
directory-entry: — Maria, Wwe., Oststraße 135 — [51, 1055, 248, 1071]
directory-entry: — Max, GewOberlehrer, Aakerfährstr. 13 — [839, 888, 1103, 903]
directory-entry: — Richard, Helfer i. Steuers., Lotharstr. 4 IV — [839, 168, 1126, 183]
directory-entry: Kauffmann, Luise, Neckarstr. 20 — [445, 687, 654, 702]
directory-entry: — Herbert, Arbeiter, Javastr. 30 — [839, 1055, 1043, 1071]
directory-entry: — Theodor, Schmied, Gustavstr. 22 — [839, 1608, 1065, 1624]
directory-entry: Kauss, Ewald, Bergmann, Am Luftschacht 21 — [839, 1860, 1129, 1875]
